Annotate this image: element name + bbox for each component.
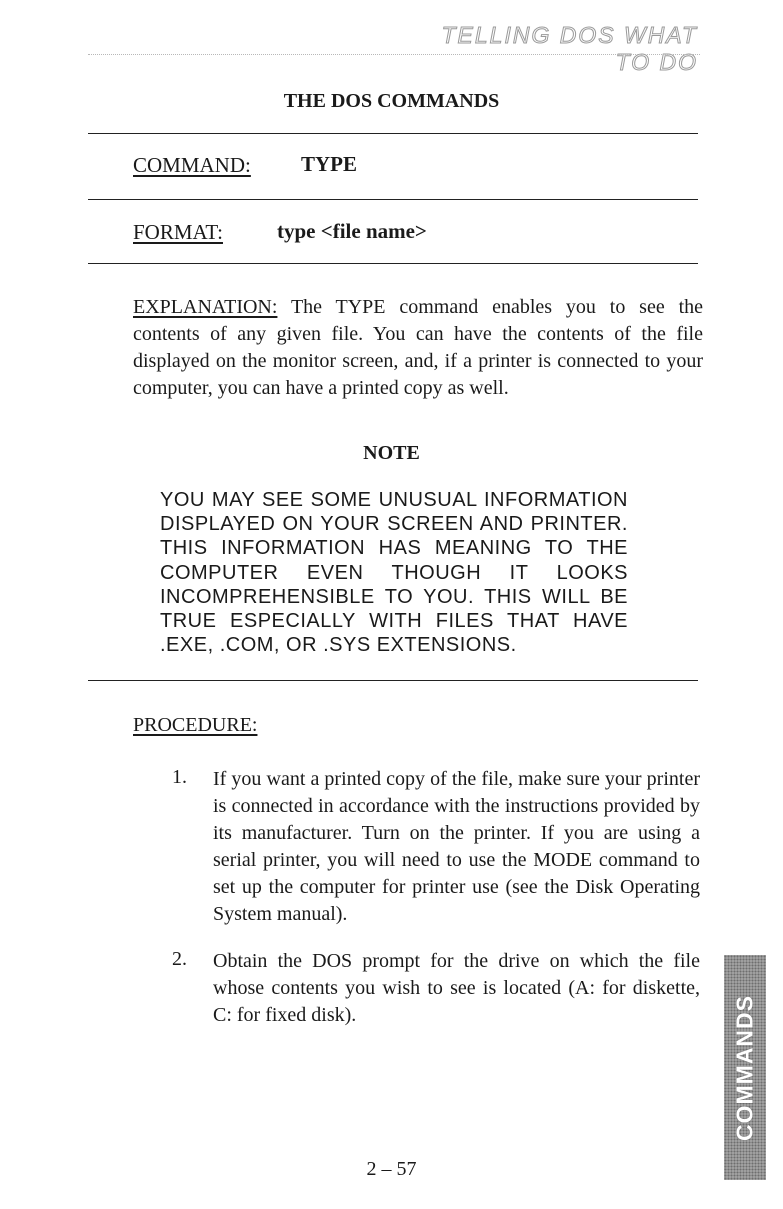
procedure-label: PROCEDURE: bbox=[133, 714, 258, 736]
header-rule bbox=[88, 54, 700, 55]
page-title: THE DOS COMMANDS bbox=[283, 90, 500, 112]
divider bbox=[88, 133, 698, 134]
divider bbox=[88, 199, 698, 200]
command-value: TYPE bbox=[301, 152, 358, 176]
divider bbox=[88, 680, 698, 681]
section-tab bbox=[724, 955, 766, 1180]
note-text: YOU MAY SEE SOME UNUSUAL INFORMATION DISPLAYED ON YOUR SCREEN AND PRINTER. THIS INFORMATION HAS MEANING TO THE COMPUTER EVEN THOUGH IT LOOKS INCOMPREHENSIBLE TO YOU. THIS WILL BE TRUE ESPECIALLY WITH FILES THAT HAVE .EXE, .COM, OR .SYS EXTENSIONS. bbox=[160, 489, 628, 657]
running-head: TELLING DOS WHAT TO DO bbox=[441, 22, 698, 75]
step-number: 1. bbox=[172, 766, 187, 788]
step-text: Obtain the DOS prompt for the drive on which the file whose contents you wish to see is located (A: for diskette, C: for fixed disk). bbox=[213, 950, 700, 1026]
divider bbox=[88, 263, 698, 264]
page-number: 2 – 57 bbox=[366, 1158, 417, 1180]
explanation-label: EXPLANATION: bbox=[133, 296, 278, 318]
note-title: NOTE bbox=[363, 442, 420, 464]
format-label: FORMAT: bbox=[133, 220, 223, 244]
step-text: If you want a printed copy of the file, make sure your printer is connected in accordance with the instructions provided by its manufacturer. Turn on the printer. If you are using a serial printer, you will need to use the MODE command to set up the computer for printer use (see the Disk Operating System manual). bbox=[213, 768, 700, 925]
format-value: type <file name> bbox=[277, 219, 427, 243]
explanation bbox=[133, 294, 703, 402]
section-tab-label: COMMANDS bbox=[731, 994, 758, 1141]
explanation-text: The TYPE command enables you to see the contents of any given file. You can have the contents of the file displayed on the monitor screen, and, if a printer is connected to your computer, you can have a printed copy as well. bbox=[133, 296, 703, 399]
step-number: 2. bbox=[172, 948, 187, 970]
command-label: COMMAND: bbox=[133, 153, 251, 177]
